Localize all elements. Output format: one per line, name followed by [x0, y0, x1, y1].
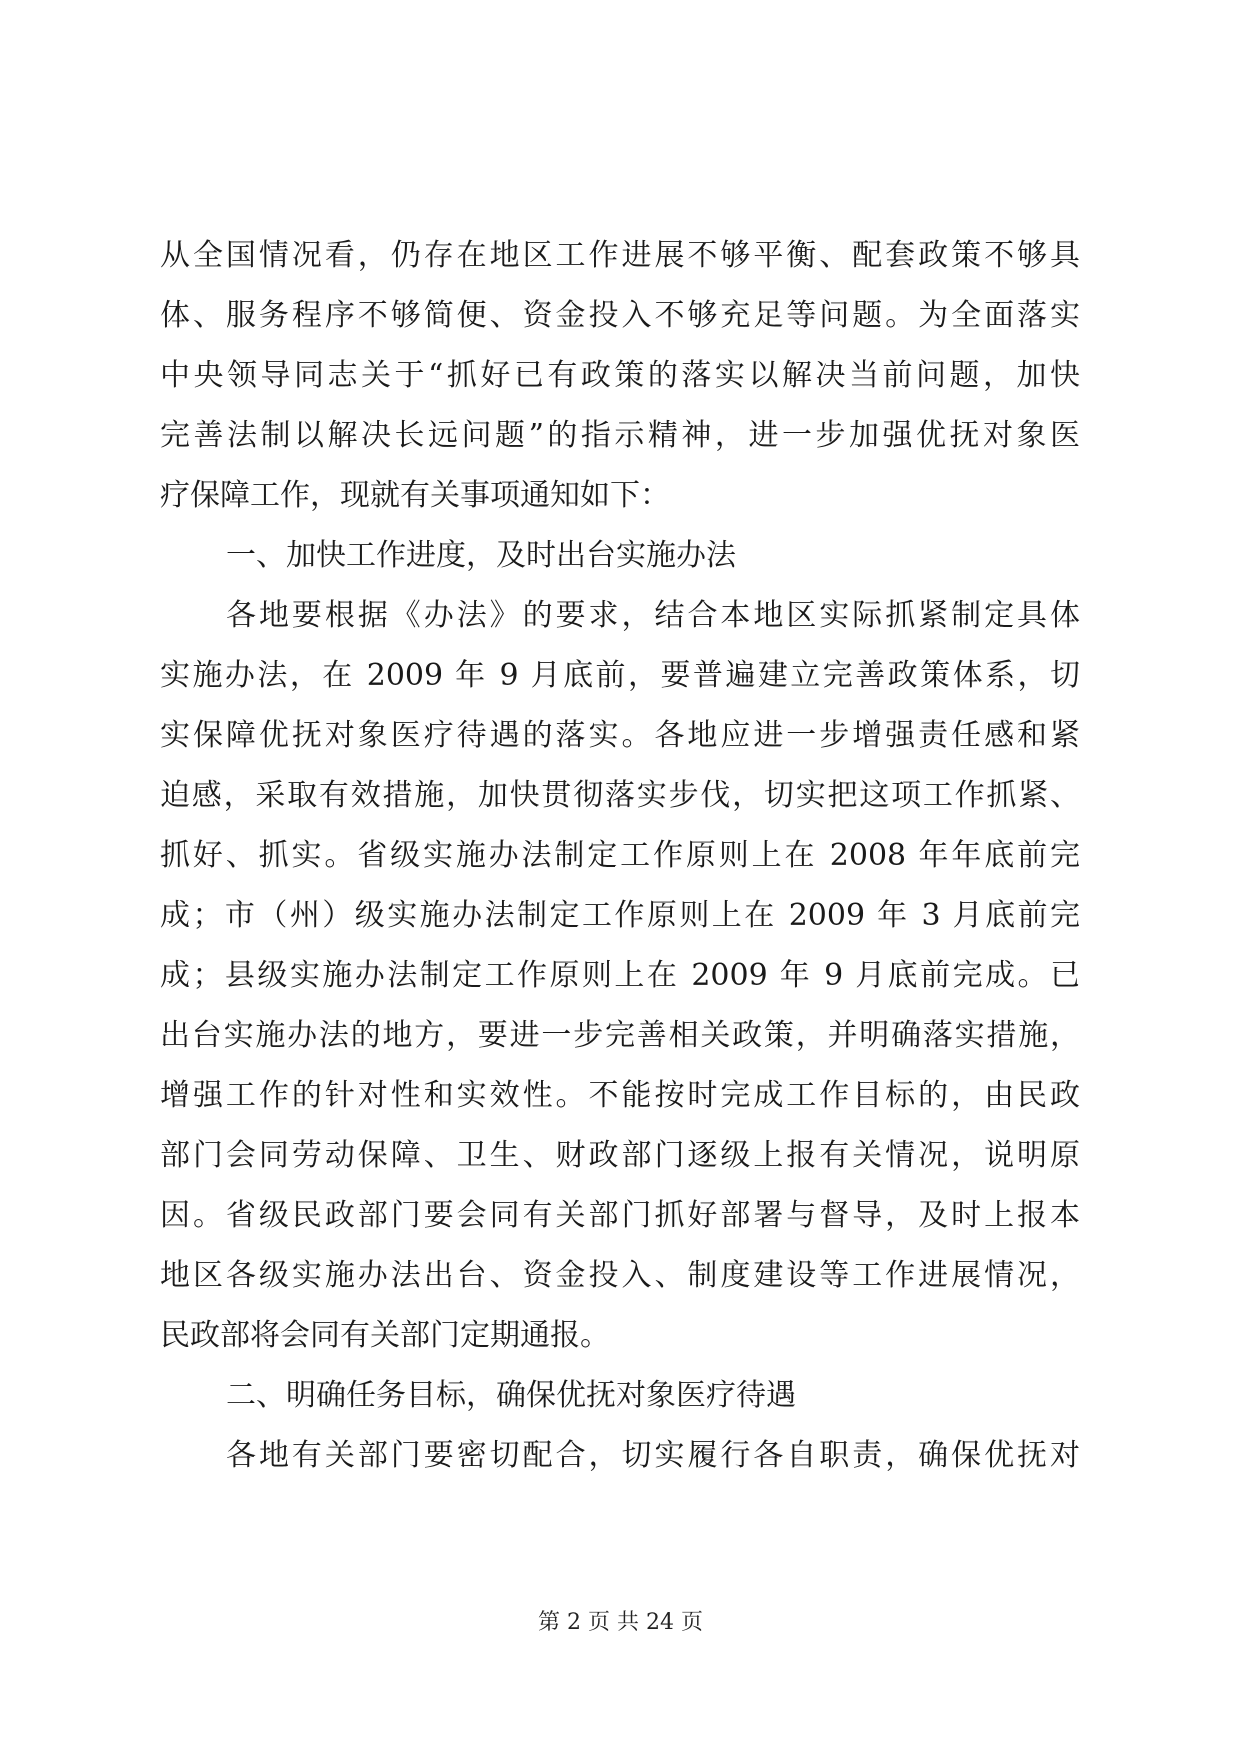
- text-line: 成；县级实施办法制定工作原则上在 2009 年 9 月底前完成。已: [160, 958, 1080, 993]
- text-line: 从全国情况看，仍存在地区工作进展不够平衡、配套政策不够具: [160, 238, 1080, 273]
- text-line: 完善法制以解决长远问题”的指示精神，进一步加强优抚对象医: [160, 418, 1080, 453]
- body-text: [160, 226, 1080, 1486]
- text-line: 各地有关部门要密切配合，切实履行各自职责，确保优抚对: [226, 1438, 1080, 1473]
- text-line: 民政部将会同有关部门定期通报。: [160, 1318, 610, 1353]
- text-line: 体、服务程序不够简便、资金投入不够充足等问题。为全面落实: [160, 298, 1080, 333]
- page-footer: 第 2 页 共 24 页: [538, 1610, 703, 1635]
- text-line: 实保障优抚对象医疗待遇的落实。各地应进一步增强责任感和紧: [160, 718, 1080, 753]
- section-heading-1: 一、加快工作进度，及时出台实施办法: [226, 538, 736, 573]
- text-line: 成；市（州）级实施办法制定工作原则上在 2009 年 3 月底前完: [160, 898, 1080, 933]
- text-line: 疗保障工作，现就有关事项通知如下：: [160, 478, 670, 513]
- text-line: 增强工作的针对性和实效性。不能按时完成工作目标的，由民政: [160, 1078, 1080, 1113]
- text-line: 部门会同劳动保障、卫生、财政部门逐级上报有关情况，说明原: [160, 1138, 1080, 1173]
- text-line: 地区各级实施办法出台、资金投入、制度建设等工作进展情况，: [160, 1258, 1080, 1293]
- text-line: 迫感，采取有效措施，加快贯彻落实步伐，切实把这项工作抓紧、: [160, 778, 1080, 813]
- text-line: 出台实施办法的地方，要进一步完善相关政策，并明确落实措施，: [160, 1018, 1080, 1053]
- section-heading-2: 二、明确任务目标，确保优抚对象医疗待遇: [226, 1378, 796, 1413]
- text-line: 因。省级民政部门要会同有关部门抓好部署与督导，及时上报本: [160, 1198, 1080, 1233]
- text-line: 实施办法，在 2009 年 9 月底前，要普遍建立完善政策体系，切: [160, 658, 1080, 693]
- text-line: 中央领导同志关于“抓好已有政策的落实以解决当前问题，加快: [160, 358, 1080, 393]
- text-line: 各地要根据《办法》的要求，结合本地区实际抓紧制定具体: [226, 598, 1080, 633]
- text-line: 抓好、抓实。省级实施办法制定工作原则上在 2008 年年底前完: [160, 838, 1080, 873]
